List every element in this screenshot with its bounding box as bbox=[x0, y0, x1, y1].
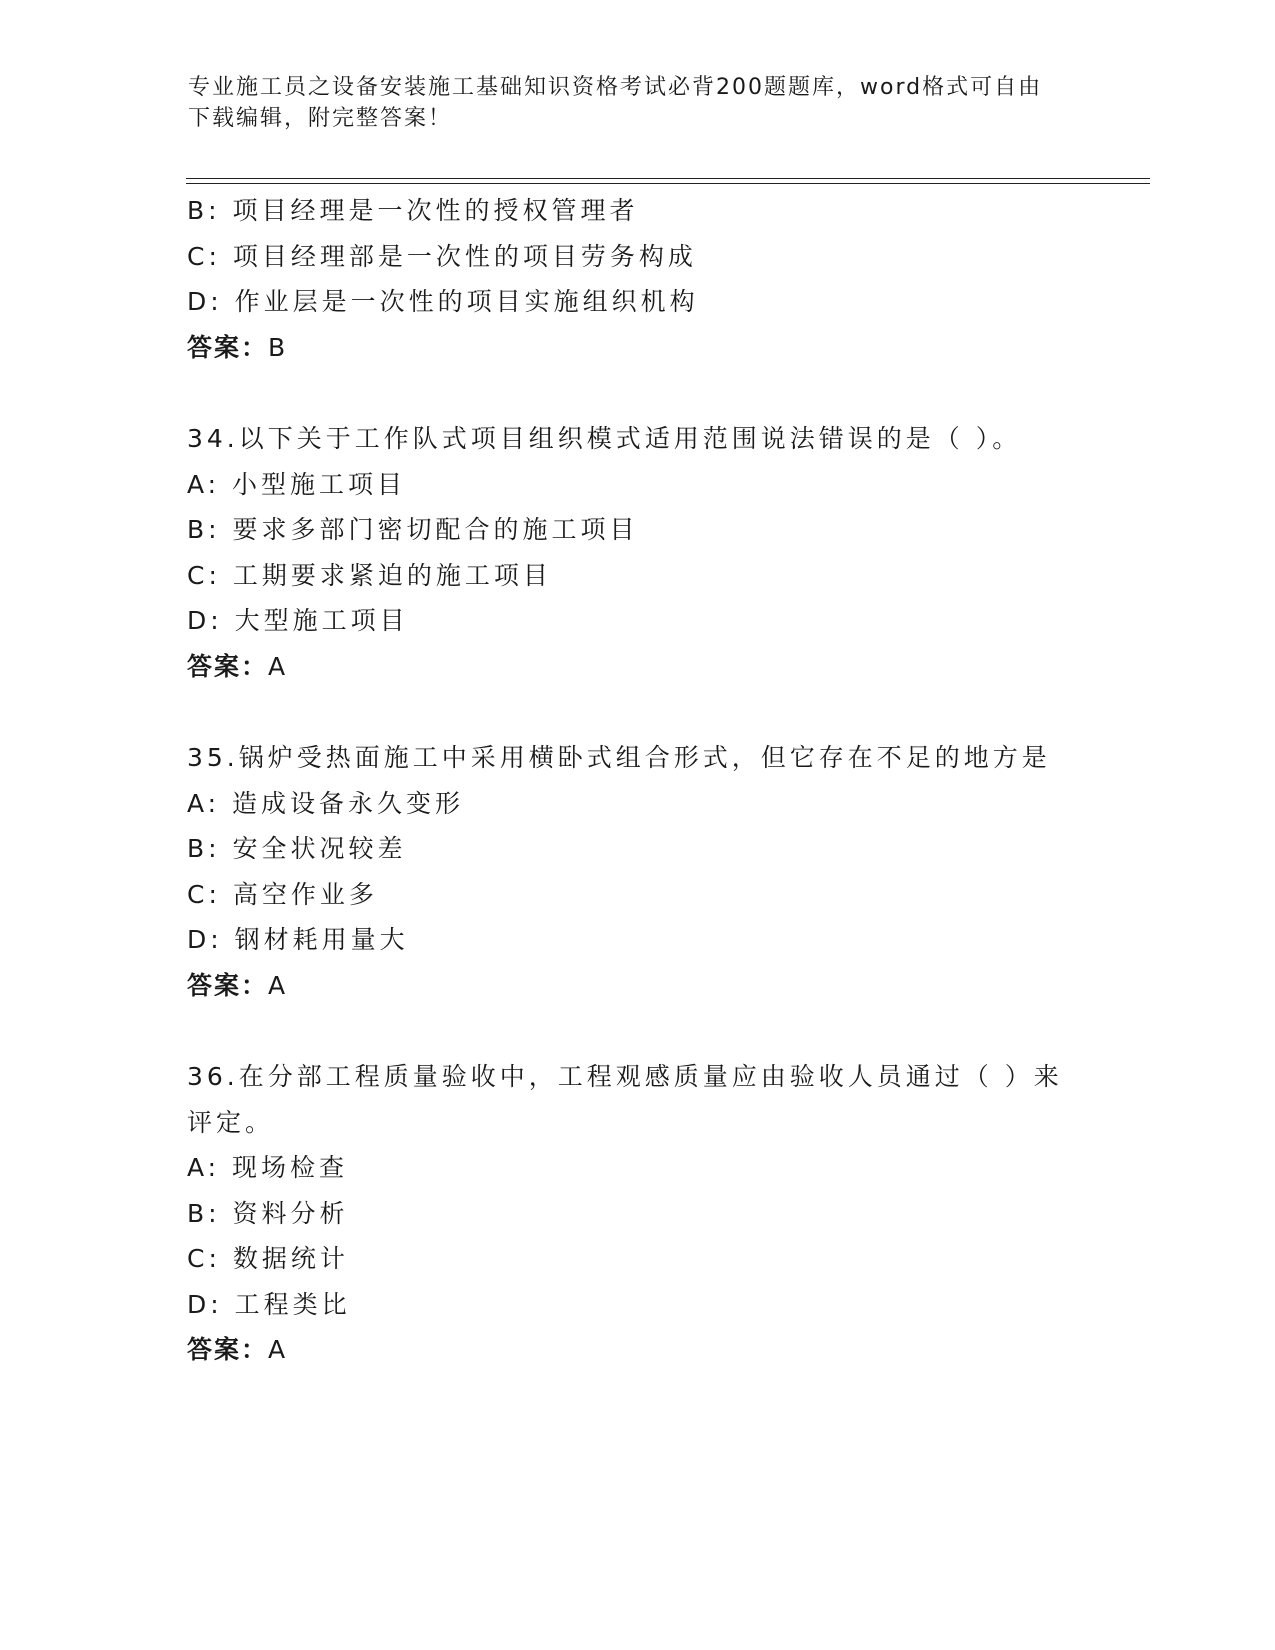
option-a: A: 小型施工项目 bbox=[187, 469, 407, 499]
option-c: C: 项目经理部是一次性的项目劳务构成 bbox=[187, 241, 697, 271]
question-stem-line-1: 36.在分部工程质量验收中，工程观感质量应由验收人员通过（ ）来 bbox=[187, 1062, 1063, 1091]
answer-label: 答案： bbox=[187, 1335, 269, 1364]
option-c: C: 工期要求紧迫的施工项目 bbox=[187, 560, 552, 590]
option-d: D: 大型施工项目 bbox=[187, 606, 409, 635]
option-b: B: 资料分析 bbox=[187, 1198, 349, 1228]
option-c: C: 高空作业多 bbox=[187, 879, 378, 909]
question-33-continued bbox=[187, 188, 1087, 370]
answer-value: A bbox=[268, 1335, 288, 1364]
option-a: A: 造成设备永久变形 bbox=[187, 788, 465, 818]
option-d: D: 工程类比 bbox=[187, 1289, 351, 1319]
option-b: B: 安全状况较差 bbox=[187, 834, 407, 863]
answer-label: 答案： bbox=[187, 332, 269, 362]
question-stem: 35.锅炉受热面施工中采用横卧式组合形式，但它存在不足的地方是 bbox=[187, 743, 1051, 772]
option-c: C: 数据统计 bbox=[187, 1244, 349, 1273]
answer-line bbox=[187, 644, 1087, 690]
question-35 bbox=[187, 735, 1087, 1008]
answer-label: 答案： bbox=[187, 651, 269, 681]
document-header bbox=[188, 72, 1068, 134]
header-title-line-2: 下载编辑，附完整答案！ bbox=[188, 106, 453, 131]
answer-line bbox=[187, 963, 1087, 1009]
answer-value: A bbox=[268, 970, 288, 1000]
answer-value: A bbox=[268, 651, 288, 681]
question-list bbox=[187, 188, 1087, 1373]
header-divider bbox=[186, 178, 1150, 184]
question-stem: 34.以下关于工作队式项目组织模式适用范围说法错误的是（ ）。 bbox=[187, 424, 1022, 453]
question-stem-line-2: 评定。 bbox=[187, 1107, 275, 1137]
option-a: A: 现场检查 bbox=[187, 1153, 349, 1182]
option-d: D: 作业层是一次性的项目实施组织机构 bbox=[187, 287, 699, 316]
question-36 bbox=[187, 1054, 1087, 1373]
option-d: D: 钢材耗用量大 bbox=[187, 925, 409, 954]
answer-value: B bbox=[268, 332, 288, 362]
header-title-line-1: 专业施工员之设备安装施工基础知识资格考试必背200题题库，word格式可自由 bbox=[188, 75, 1043, 100]
answer-line bbox=[187, 325, 1087, 371]
option-b: B: 要求多部门密切配合的施工项目 bbox=[187, 515, 639, 544]
option-b: B: 项目经理是一次性的授权管理者 bbox=[187, 196, 639, 225]
question-34 bbox=[187, 416, 1087, 689]
answer-label: 答案： bbox=[187, 970, 269, 1000]
answer-line bbox=[187, 1327, 1087, 1373]
